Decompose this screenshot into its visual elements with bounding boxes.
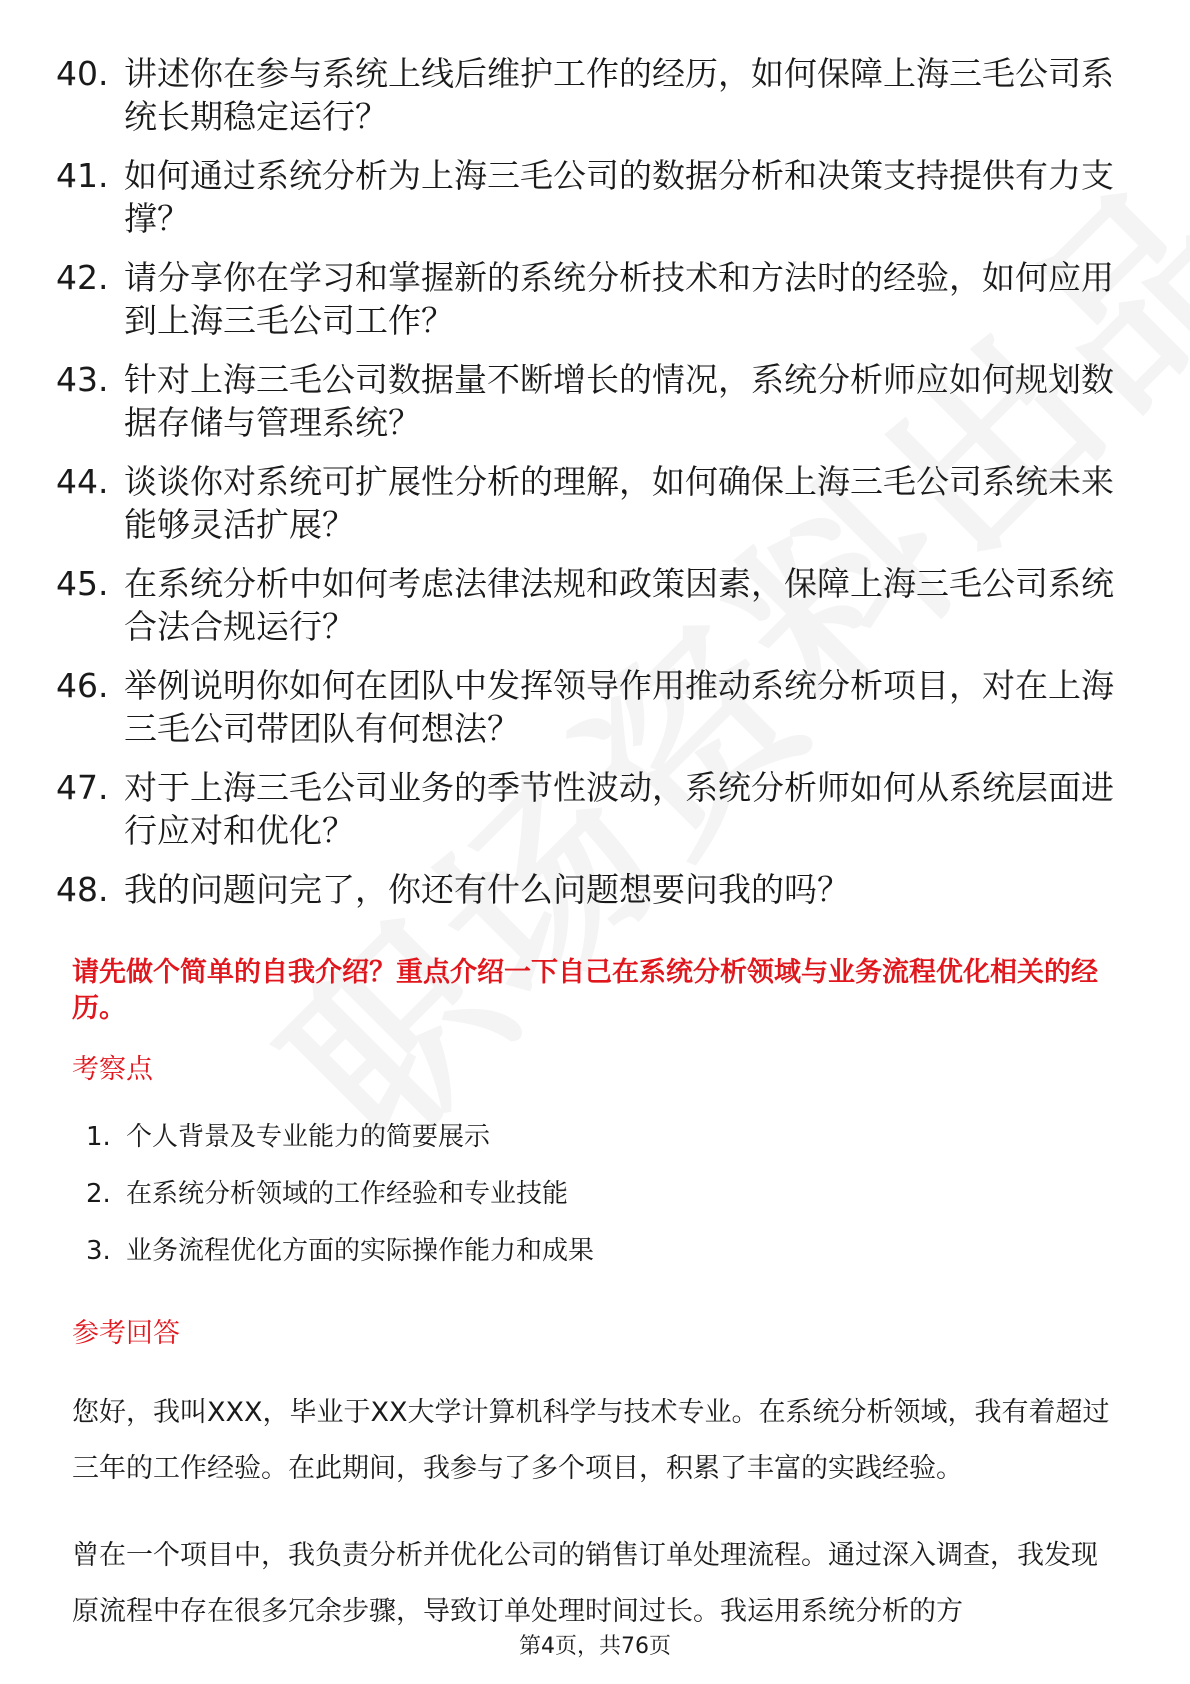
question-text: 在系统分析中如何考虑法律法规和政策因素，保障上海三毛公司系统合法合规运行？ <box>124 564 1114 646</box>
point-number: 3. <box>86 1236 111 1266</box>
question-text: 针对上海三毛公司数据量不断增长的情况，系统分析师应如何规划数据存储与管理系统？ <box>124 360 1114 442</box>
question-number: 41. <box>56 156 109 195</box>
list-item <box>86 1234 594 1268</box>
featured-question: 请先做个简单的自我介绍？重点介绍一下自己在系统分析领域与业务流程优化相关的经历。 <box>72 957 1098 1024</box>
question-text: 谈谈你对系统可扩展性分析的理解，如何确保上海三毛公司系统未来能够灵活扩展？ <box>124 462 1114 544</box>
question-list <box>56 52 1116 927</box>
question-item <box>56 154 1116 240</box>
answer-paragraph: 您好，我叫XXX，毕业于XX大学计算机科学与技术专业。在系统分析领域，我有着超过三年的工作经验。在此期间，我参与了多个项目，积累了丰富的实践经验。 <box>72 1397 1110 1484</box>
question-item <box>56 766 1116 852</box>
point-number: 1. <box>86 1122 111 1152</box>
question-number: 46. <box>56 666 109 705</box>
question-item <box>56 358 1116 444</box>
question-item <box>56 256 1116 342</box>
question-number: 47. <box>56 768 109 807</box>
question-text: 我的问题问完了，你还有什么问题想要问我的吗？ <box>124 870 850 909</box>
question-number: 43. <box>56 360 109 399</box>
question-text: 请分享你在学习和掌握新的系统分析技术和方法时的经验，如何应用到上海三毛公司工作？ <box>124 258 1114 340</box>
answer-paragraph: 曾在一个项目中，我负责分析并优化公司的销售订单处理流程。通过深入调查，我发现原流程中存在很多冗余步骤，导致订单处理时间过长。我运用系统分析的方 <box>72 1540 1098 1627</box>
question-item <box>56 562 1116 648</box>
reference-label: 参考回答 <box>72 1318 180 1349</box>
question-number: 48. <box>56 870 109 909</box>
question-number: 42. <box>56 258 109 297</box>
question-number: 45. <box>56 564 109 603</box>
question-number: 44. <box>56 462 109 501</box>
question-number: 40. <box>56 54 109 93</box>
question-text: 举例说明你如何在团队中发挥领导作用推动系统分析项目，对在上海三毛公司带团队有何想法？ <box>124 666 1114 748</box>
assessment-label: 考察点 <box>72 1054 153 1085</box>
question-item <box>56 460 1116 546</box>
assessment-points <box>86 1120 594 1291</box>
point-text: 业务流程优化方面的实际操作能力和成果 <box>126 1236 595 1266</box>
point-text: 个人背景及专业能力的简要展示 <box>126 1122 491 1152</box>
point-text: 在系统分析领域的工作经验和专业技能 <box>126 1179 569 1209</box>
question-item <box>56 664 1116 750</box>
question-text: 讲述你在参与系统上线后维护工作的经历，如何保障上海三毛公司系统长期稳定运行？ <box>124 54 1114 136</box>
question-item <box>56 868 1116 911</box>
page-footer: 第4页，共76页 <box>519 1634 671 1659</box>
question-text: 对于上海三毛公司业务的季节性波动，系统分析师如何从系统层面进行应对和优化？ <box>124 768 1114 850</box>
question-item <box>56 52 1116 138</box>
list-item <box>86 1120 594 1154</box>
question-text: 如何通过系统分析为上海三毛公司的数据分析和决策支持提供有力支撑？ <box>124 156 1114 238</box>
list-item <box>86 1177 594 1211</box>
point-number: 2. <box>86 1179 111 1209</box>
